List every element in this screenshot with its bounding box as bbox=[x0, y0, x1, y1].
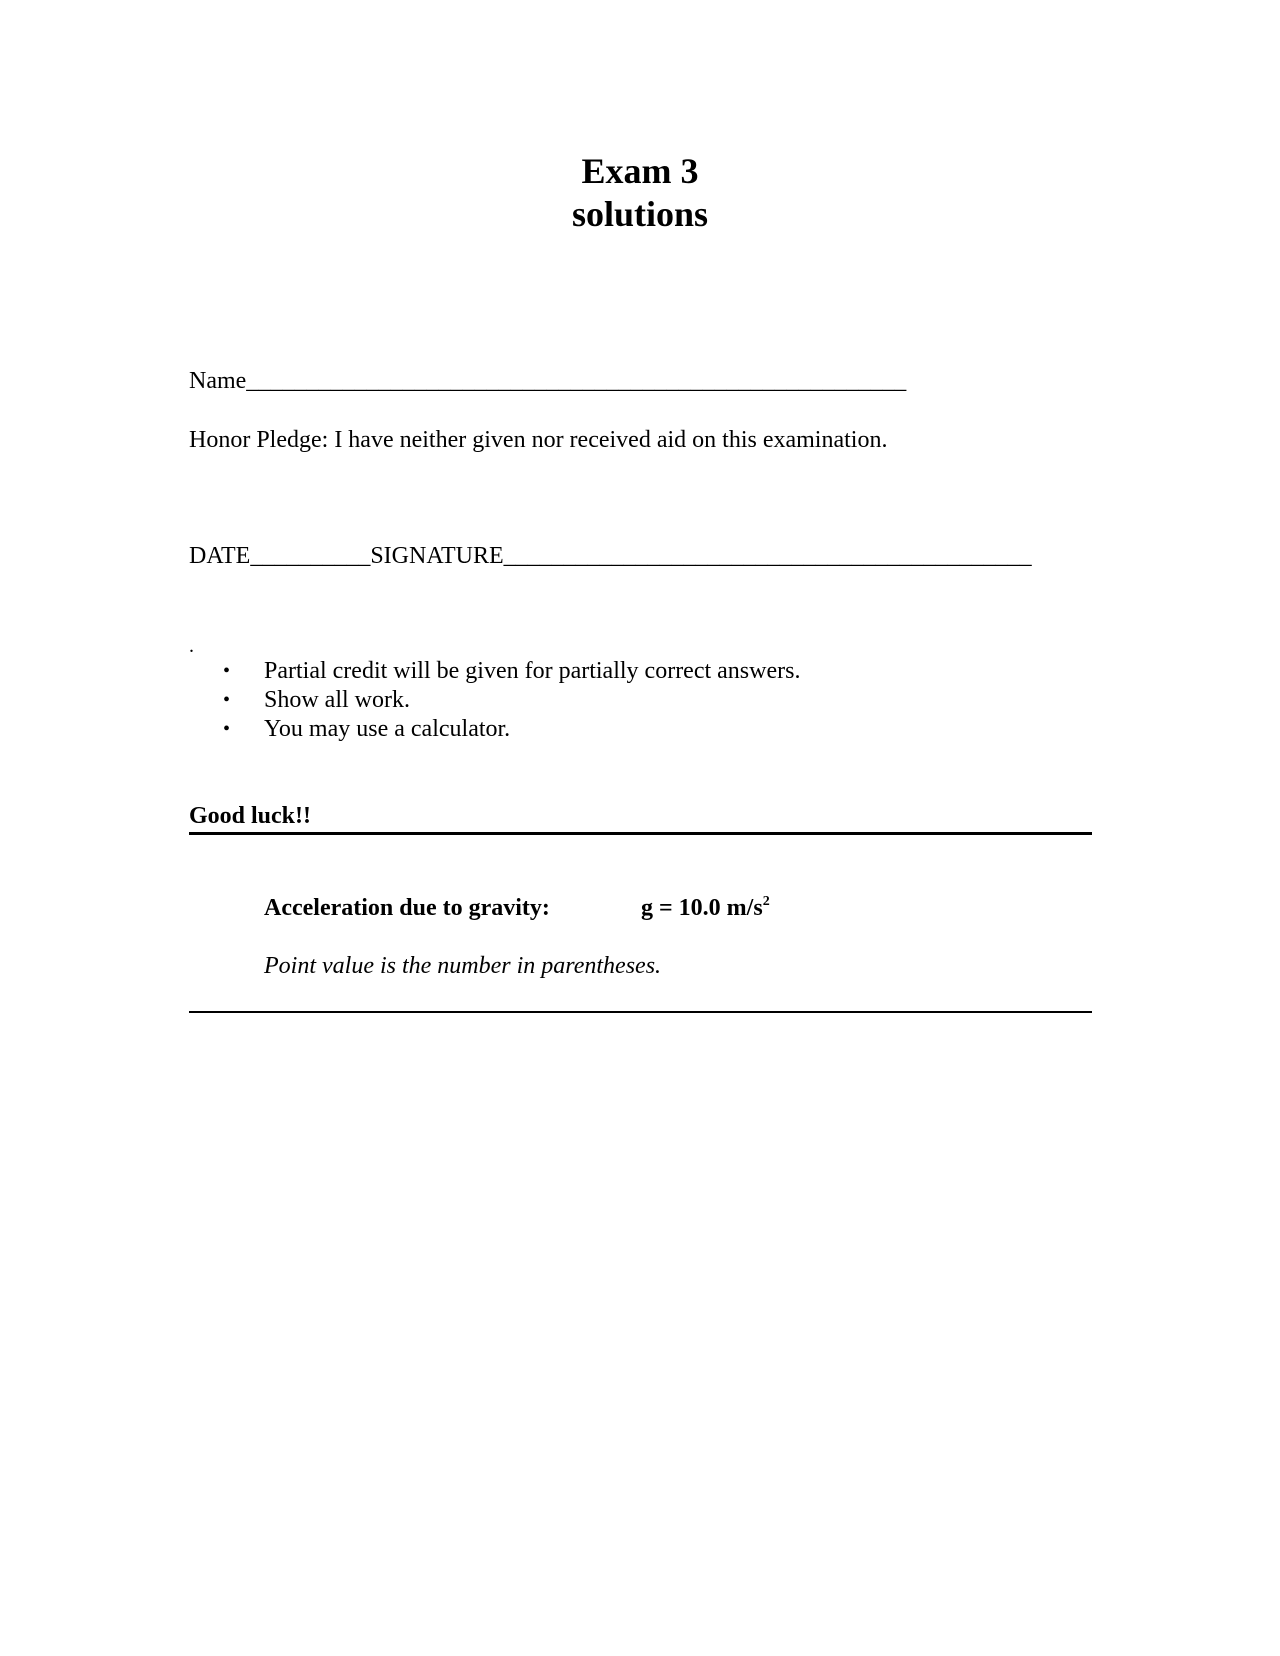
good-luck-text: Good luck!! bbox=[189, 803, 312, 829]
exam-title bbox=[0, 150, 1280, 236]
exam-title-line-1: Exam 3 bbox=[581, 151, 699, 191]
bullet-icon: • bbox=[223, 718, 231, 740]
list-item bbox=[189, 715, 800, 744]
instruction-text: Show all work. bbox=[264, 687, 410, 713]
instructions-list bbox=[189, 657, 800, 744]
gravity-exponent: 2 bbox=[762, 894, 770, 909]
point-value-note: Point value is the number in parentheses. bbox=[264, 953, 662, 979]
bullet-icon: • bbox=[223, 660, 231, 682]
honor-pledge-text: Honor Pledge: I have neither given nor received aid on this examination. bbox=[189, 427, 888, 453]
gravity-label: Acceleration due to gravity: bbox=[264, 895, 550, 921]
instruction-text: You may use a calculator. bbox=[264, 716, 511, 742]
leading-dot: . bbox=[189, 635, 194, 657]
date-signature-line: DATE__________SIGNATURE____________________________________________ bbox=[189, 543, 1032, 569]
name-field-line: Name_______________________________________________________ bbox=[189, 368, 907, 394]
list-item bbox=[189, 657, 800, 686]
bullet-icon: • bbox=[223, 689, 231, 711]
exam-title-line-2: solutions bbox=[571, 194, 709, 234]
list-item bbox=[189, 686, 800, 715]
gravity-value-text: g = 10.0 m/s bbox=[641, 895, 763, 921]
section-divider-bottom bbox=[189, 1011, 1092, 1013]
gravity-value bbox=[641, 894, 770, 922]
section-divider-top bbox=[189, 832, 1092, 835]
instruction-text: Partial credit will be given for partially correct answers. bbox=[264, 658, 801, 684]
